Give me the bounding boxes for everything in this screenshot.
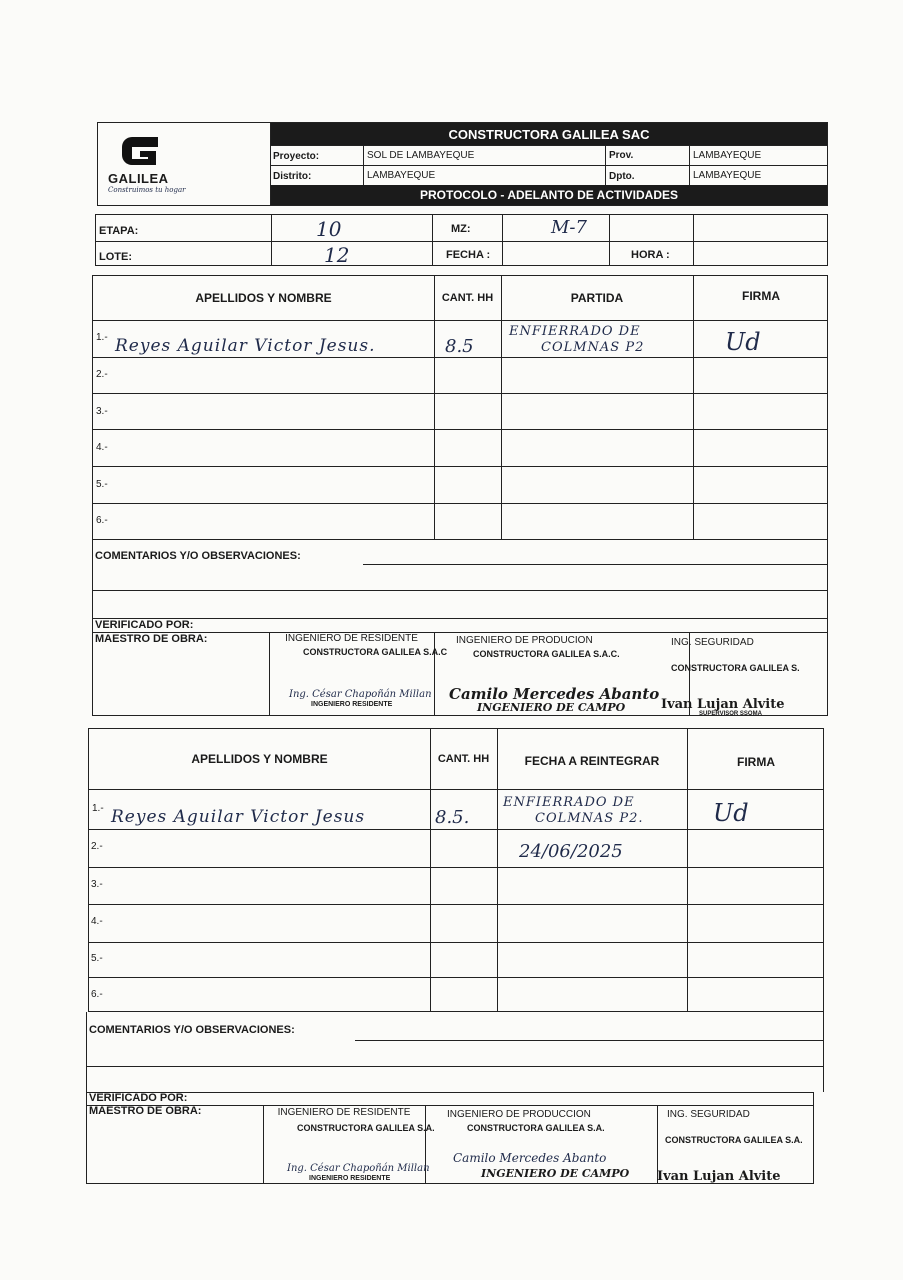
stamp-residente: CONSTRUCTORA GALILEA S.A.	[297, 1123, 435, 1133]
fecha-label: FECHA :	[446, 249, 491, 261]
seguridad-name: Ivan Lujan Alvite	[657, 1169, 781, 1184]
partida-line-1: ENFIERRADO DE	[509, 324, 641, 339]
comments-section	[86, 1012, 824, 1092]
residente-name: Ing. César Chapoñán Millan	[289, 689, 432, 700]
stamp-seguridad: CONSTRUCTORA GALILEA S.A.	[665, 1135, 803, 1145]
worker-name: Reyes Aguilar Victor Jesus.	[115, 336, 376, 356]
distrito-value: LAMBAYEQUE	[367, 170, 436, 181]
col-partida: PARTIDA	[570, 291, 624, 305]
hora-label: HORA :	[631, 249, 670, 261]
maestro-label: MAESTRO DE OBRA:	[89, 1105, 202, 1117]
comments-label: COMENTARIOS Y/O OBSERVACIONES:	[89, 1024, 295, 1036]
produccion-label: INGENIERO DE PRODUCION	[456, 635, 593, 646]
proyecto-value: SOL DE LAMBAYEQUE	[367, 150, 475, 161]
mz-value: M-7	[551, 217, 587, 238]
company-title: CONSTRUCTORA GALILEA SAC	[271, 123, 827, 145]
residente-title: INGENIERO RESIDENTE	[311, 701, 393, 708]
logo-tagline: Construimos tu hogar	[108, 186, 186, 194]
col-cant-hh: CANT. HH	[441, 292, 494, 304]
verification-block	[92, 618, 828, 716]
seguridad-label: ING. SEGURIDAD	[671, 637, 754, 648]
comments-section	[92, 540, 828, 618]
col-apellidos-nombre: APELLIDOS Y NOMBRE	[195, 291, 332, 305]
hours-value: 8.5.	[435, 807, 470, 828]
residente-label: INGENIERO DE RESIDENTE	[277, 1107, 411, 1118]
verification-block	[86, 1092, 814, 1184]
etapa-label: ETAPA:	[99, 225, 139, 237]
seguridad-name: Ivan Lujan Alvite	[661, 697, 785, 712]
stamp-residente: CONSTRUCTORA GALILEA S.A.C	[303, 647, 448, 657]
maestro-label: MAESTRO DE OBRA:	[95, 633, 208, 645]
etapa-value: 10	[316, 217, 342, 241]
galilea-logo-icon	[118, 131, 170, 171]
row-number: 4.-	[91, 916, 103, 927]
stamp-produccion: CONSTRUCTORA GALILEA S.A.	[467, 1123, 605, 1133]
mz-label: MZ:	[451, 223, 471, 235]
comments-label: COMENTARIOS Y/O OBSERVACIONES:	[95, 550, 301, 562]
col-fecha-reintegrar: FECHA A REINTEGRAR	[524, 754, 660, 768]
activities-table	[92, 275, 828, 540]
dpto-value: LAMBAYEQUE	[693, 170, 762, 181]
fecha-line-2: COLMNAS P2.	[535, 811, 644, 826]
logo-text: GALILEA	[108, 171, 169, 186]
residente-name: Ing. César Chapoñán Millan	[287, 1163, 430, 1174]
worker-name: Reyes Aguilar Victor Jesus	[111, 807, 366, 827]
verificado-label: VERIFICADO POR:	[89, 1092, 188, 1104]
distrito-label: Distrito:	[273, 171, 312, 182]
row-number: 2.-	[96, 369, 108, 380]
row-number: 1.-	[96, 332, 108, 343]
reintegro-table	[88, 728, 824, 1012]
seguridad-label: ING. SEGURIDAD	[667, 1109, 750, 1120]
row-number: 3.-	[96, 406, 108, 417]
lote-value: 12	[324, 243, 350, 267]
stamp-produccion: CONSTRUCTORA GALILEA S.A.C.	[473, 649, 620, 659]
verificado-label: VERIFICADO POR:	[95, 619, 194, 631]
produccion-title: INGENIERO DE CAMPO	[481, 1167, 630, 1180]
protocol-title: PROTOCOLO - ADELANTO DE ACTIVIDADES	[271, 185, 827, 205]
info-block	[95, 214, 828, 266]
logo-cell	[98, 123, 271, 205]
reintegro-date: 24/06/2025	[519, 841, 623, 862]
signature: Ud	[713, 799, 749, 827]
row-number: 1.-	[92, 803, 104, 814]
produccion-name: Camilo Mercedes Abanto	[449, 685, 660, 703]
produccion-label: INGENIERO DE PRODUCCION	[447, 1109, 591, 1120]
produccion-name: Camilo Mercedes Abanto	[453, 1151, 607, 1165]
col-cant-hh: CANT. HH	[437, 753, 490, 765]
prov-label: Prov.	[609, 150, 634, 161]
col-firma: FIRMA	[742, 289, 780, 303]
lote-label: LOTE:	[99, 251, 132, 263]
stamp-seguridad: CONSTRUCTORA GALILEA S.	[671, 663, 800, 673]
row-number: 2.-	[91, 841, 103, 852]
signature: Ud	[725, 328, 761, 356]
fecha-line-1: ENFIERRADO DE	[503, 795, 635, 810]
partida-line-2: COLMNAS P2	[541, 340, 645, 355]
proyecto-label: Proyecto:	[273, 151, 320, 162]
residente-title: INGENIERO RESIDENTE	[309, 1175, 391, 1182]
dpto-label: Dpto.	[609, 171, 635, 182]
row-number: 5.-	[91, 953, 103, 964]
row-number: 5.-	[96, 479, 108, 490]
seguridad-title: SUPERVISOR SSOMA	[699, 711, 762, 717]
row-number: 4.-	[96, 442, 108, 453]
row-number: 6.-	[96, 515, 108, 526]
residente-label: INGENIERO DE RESIDENTE	[285, 633, 418, 644]
col-firma: FIRMA	[737, 755, 775, 769]
prov-value: LAMBAYEQUE	[693, 150, 762, 161]
produccion-title: INGENIERO DE CAMPO	[477, 701, 626, 714]
row-number: 6.-	[91, 989, 103, 1000]
hours-value: 8.5	[445, 336, 474, 357]
row-number: 3.-	[91, 879, 103, 890]
col-apellidos-nombre: APELLIDOS Y NOMBRE	[191, 752, 328, 766]
header-block	[97, 122, 828, 206]
